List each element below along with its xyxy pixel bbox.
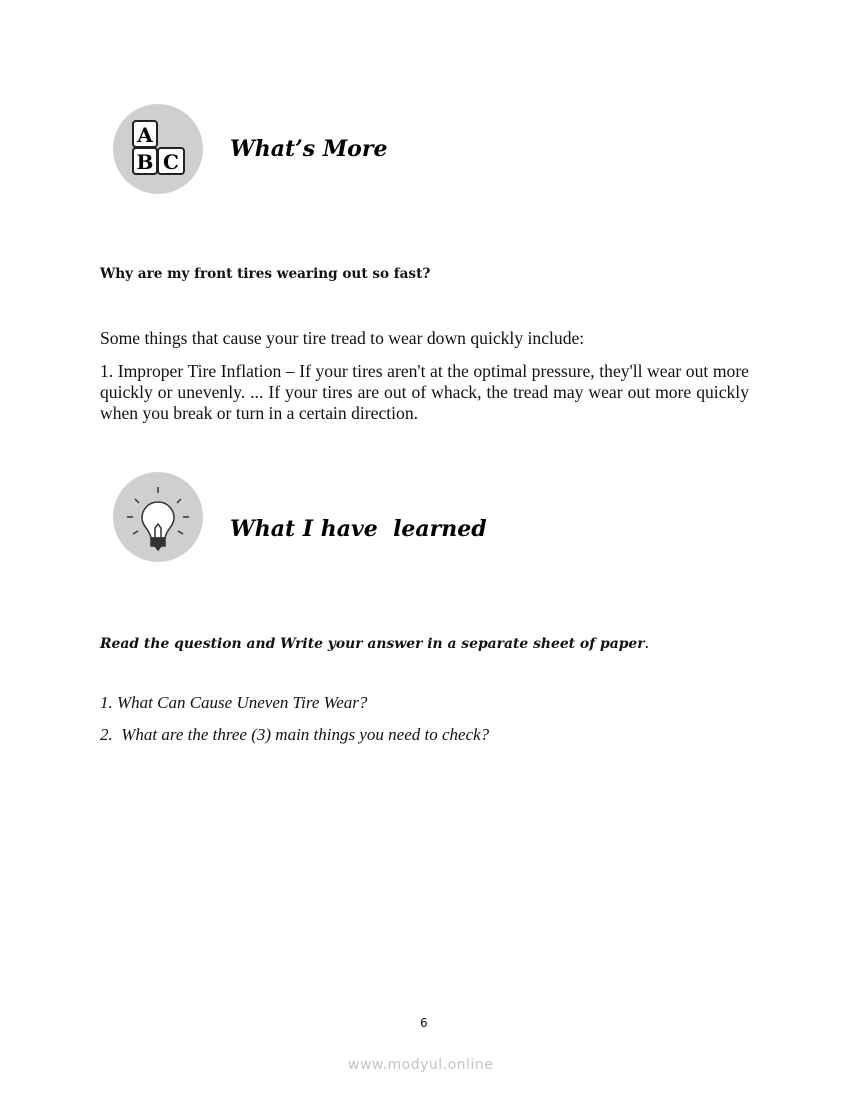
question-1: 1. What Can Cause Uneven Tire Wear?	[100, 693, 368, 712]
svg-text:B: B	[136, 150, 154, 174]
svg-text:C: C	[163, 150, 179, 174]
question-2: 2. What are the three (3) main things you need to check?	[100, 725, 490, 744]
instruction	[100, 632, 649, 653]
lightbulb-icon	[113, 472, 203, 562]
section-title-whats-more: What’s More	[230, 136, 388, 162]
section-title-what-i-have-learned: What I have learned	[230, 516, 487, 542]
question-heading: Why are my front tires wearing out so fast?	[100, 266, 431, 282]
svg-text:A: A	[137, 123, 153, 147]
abc-blocks-icon	[113, 104, 203, 194]
instruction-period: .	[644, 632, 649, 652]
list-item-1: 1. Improper Tire Inflation – If your tires aren't at the optimal pressure, they'll wear out more quickly or unevenly. ... If your tires are out of whack, the tread may wear out more quickly when you break or turn in a certain direction.	[100, 361, 749, 423]
intro-text: Some things that cause your tire tread to wear down quickly include:	[100, 328, 585, 348]
instruction-text: Read the question and Write your answer in a separate sheet of paper	[100, 636, 645, 652]
watermark: www.modyul.online	[348, 1057, 494, 1073]
page-number: 6	[420, 1016, 428, 1030]
